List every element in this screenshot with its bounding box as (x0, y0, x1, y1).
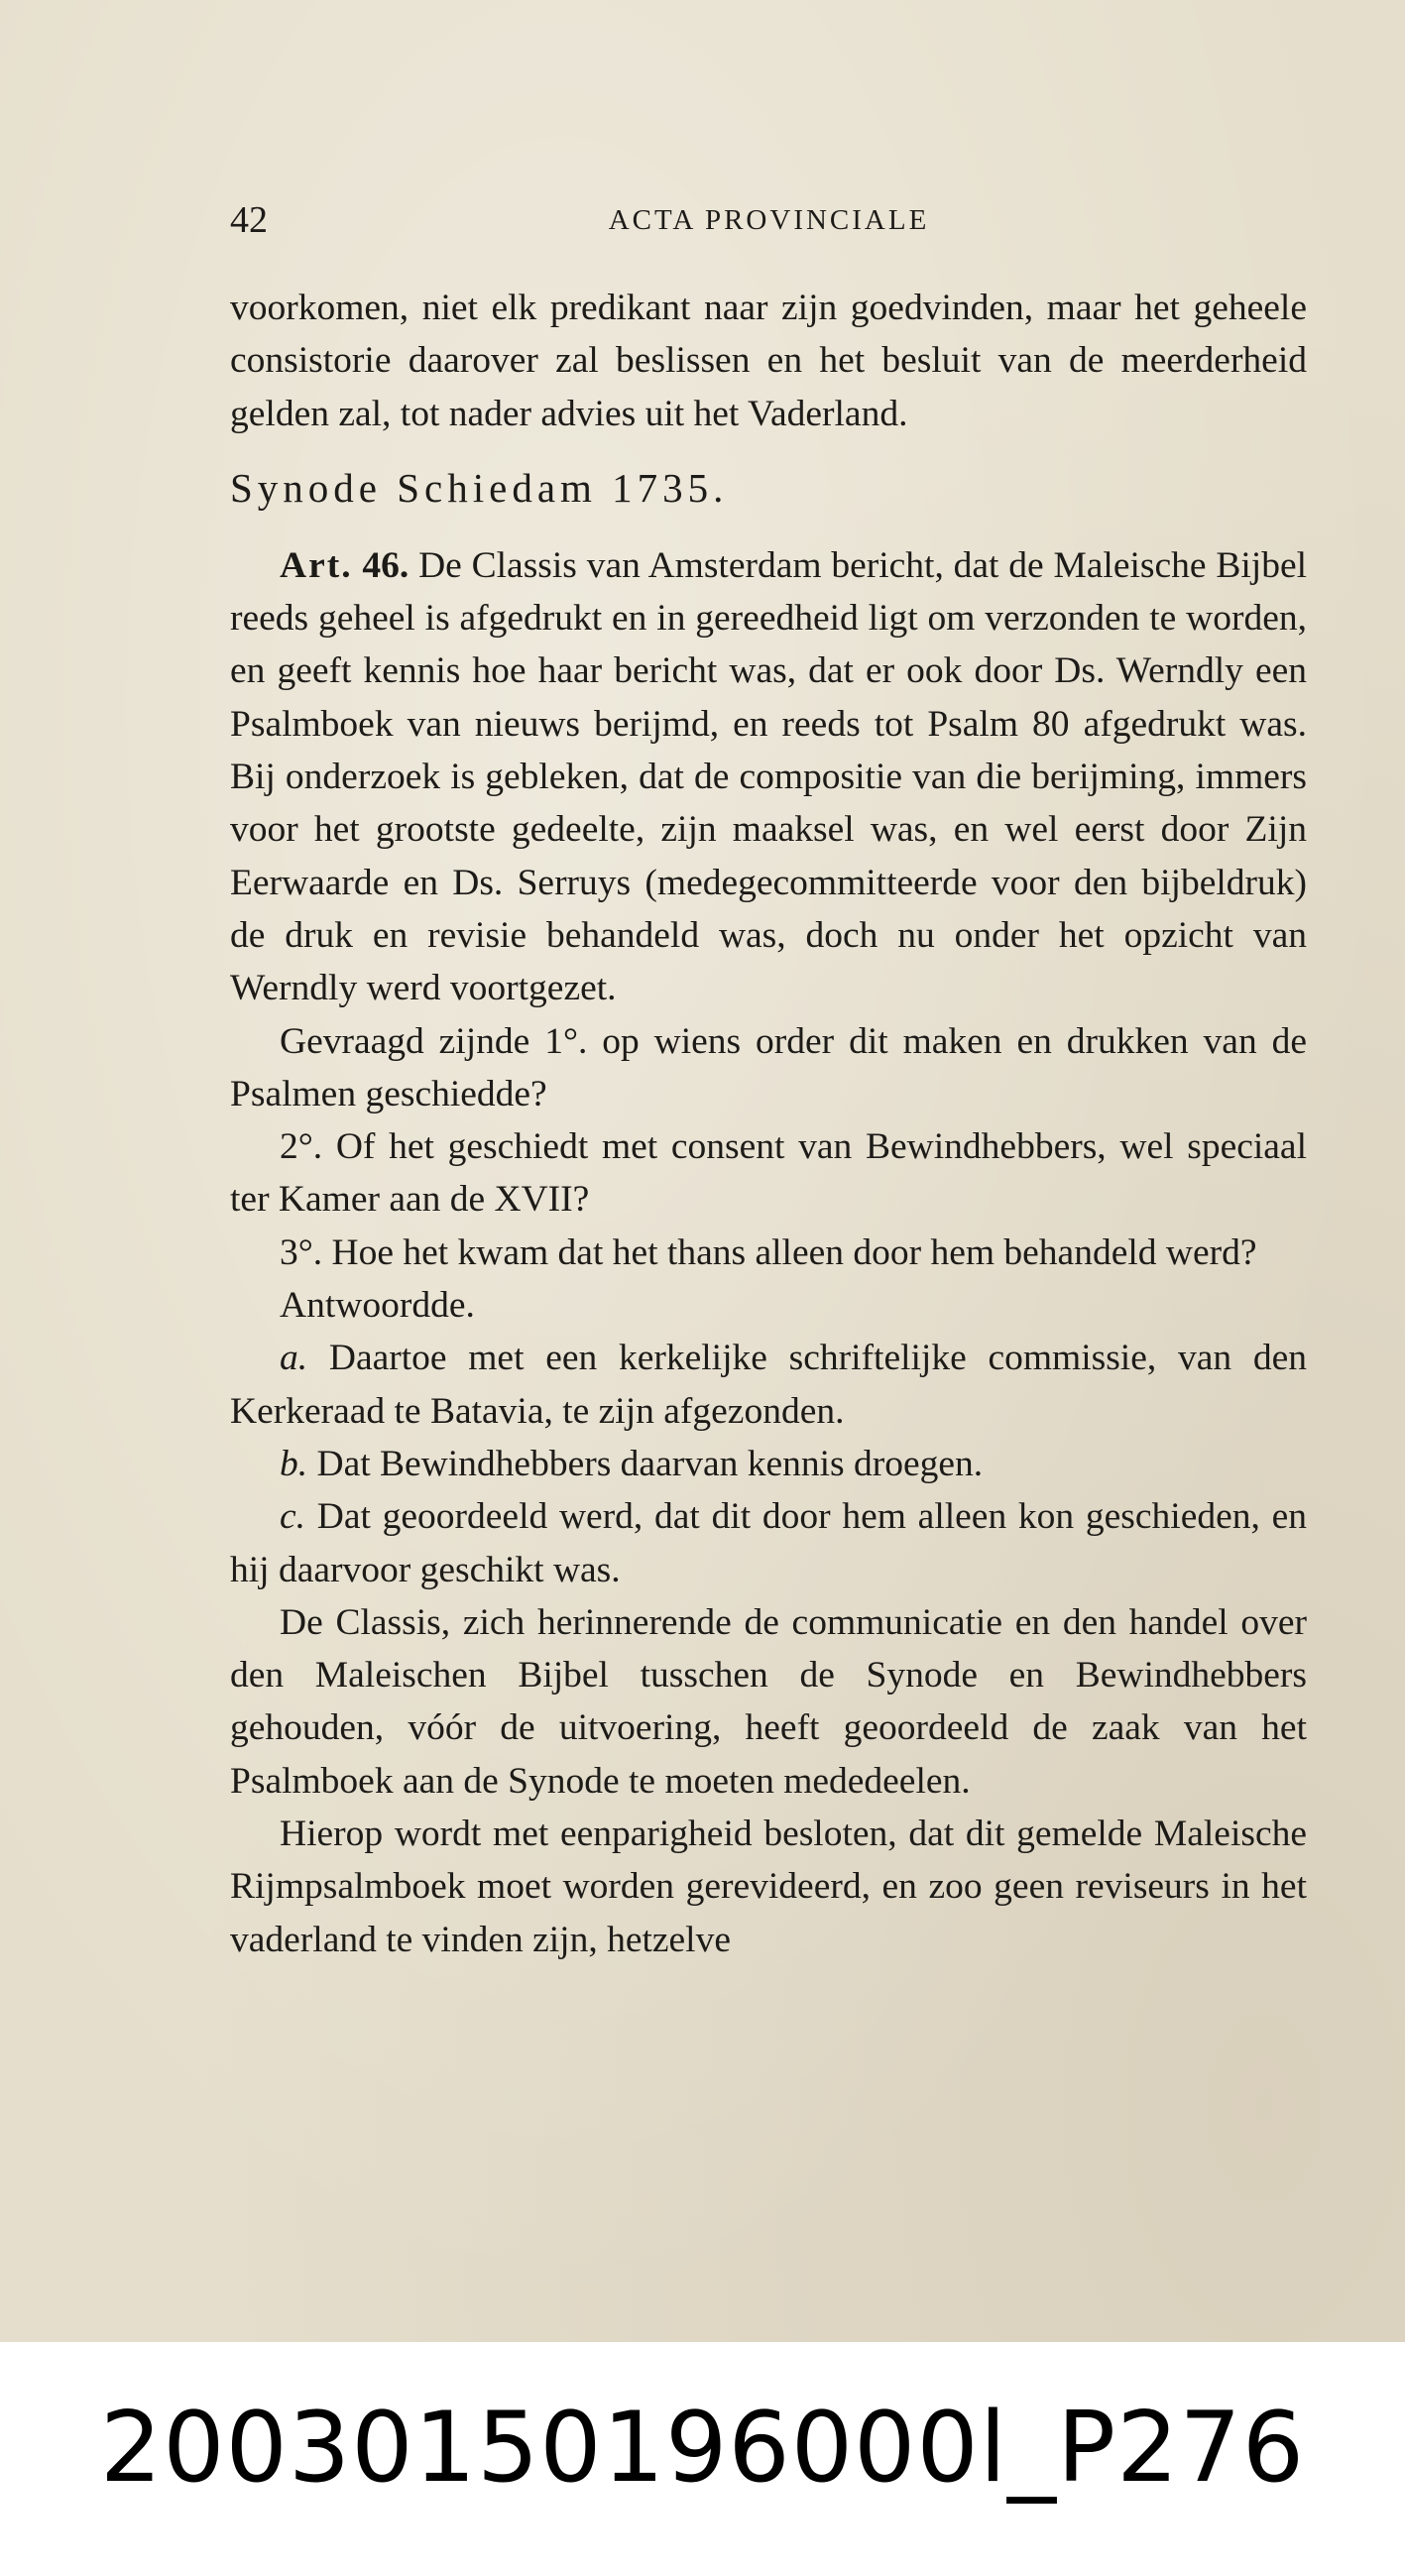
article-text: De Classis van Amsterdam bericht, dat de Maleische Bijbel reeds geheel is afgedrukt en in gereedheid ligt om verzonden te worden, en geeft kennis hoe haar bericht was, dat er ook door Ds. Werndly een Psalmboek van nieuws berijmd, en reeds tot Psalm 80 afgedrukt was. Bij onderzoek is gebleken, dat de compositie van die berijming, immers voor het grootste gedeelte, zijn maaksel was, en wel eerst door Zijn Eerwaarde en Ds. Serruys (medegecommitteerde voor den bijbeldruk) de druk en revisie behandeld was, doch nu onder het opzicht van Werndly werd voortgezet. (230, 544, 1308, 1009)
answer-intro: Antwoordde. (280, 1285, 475, 1327)
question-paragraph-3: 3°. Hoe het kwam dat het thans alleen door hem behandeld werd? (280, 1231, 1257, 1273)
running-title: ACTA PROVINCIALE (608, 204, 930, 236)
paragraph-continued: voorkomen, niet elk predikant naar zijn goedvinden, maar het geheele consistorie daarover zal beslissen en het besluit van de meerderheid gelden zal, tot nader advies uit het Vaderland. (230, 288, 1307, 434)
question-paragraph-2: 2°. Of het geschiedt met consent van Bewindhebbers, wel speciaal ter Kamer aan de XVII? (230, 1126, 1307, 1221)
article-number: 46. (362, 544, 410, 586)
answer-c-letter: c. (280, 1496, 306, 1538)
answer-a-text: Daartoe met een kerkelijke schriftelijke commissie, van den Kerkeraad te Batavia, te zijn afgezonden. (230, 1338, 1307, 1432)
answer-b (230, 1438, 1307, 1490)
article-paragraph (230, 539, 1307, 1015)
answer-b-text: Dat Bewindhebbers daarvan kennis droegen. (316, 1443, 984, 1484)
decision-paragraph: Hierop wordt met eenparigheid besloten, dat dit gemelde Maleische Rijmpsalmboek moet worden gerevideerd, en zoo geen reviseurs in het vaderland te vinden zijn, hetzelve (230, 1814, 1307, 1960)
answer-a (230, 1332, 1307, 1438)
body-text (230, 282, 1307, 1966)
scan-identifier: 20030150196000l_P276 (99, 2392, 1306, 2505)
article-label: Art. (280, 544, 353, 586)
page-number: 42 (230, 199, 268, 241)
section-heading: Synode Schiedam 1735. (230, 464, 729, 511)
classis-paragraph: De Classis, zich herinnerende de communicatie en den handel over den Maleischen Bijbel tusschen de Synode en Bewindhebbers gehouden, vóór de uitvoering, heeft geoordeeld de zaak van het Psalmboek aan de Synode te moeten mededeelen. (230, 1601, 1307, 1802)
answer-c-text: Dat geoordeeld werd, dat dit door hem alleen kon geschieden, en hij daarvoor geschikt was. (230, 1496, 1307, 1590)
answer-a-letter: a. (280, 1338, 308, 1379)
question-paragraph-1: Gevraagd zijnde 1°. op wiens order dit maken en drukken van de Psalmen geschiedde? (230, 1020, 1307, 1114)
page-header (230, 196, 1308, 244)
answer-b-letter: b. (280, 1443, 308, 1484)
answer-c (230, 1490, 1307, 1596)
